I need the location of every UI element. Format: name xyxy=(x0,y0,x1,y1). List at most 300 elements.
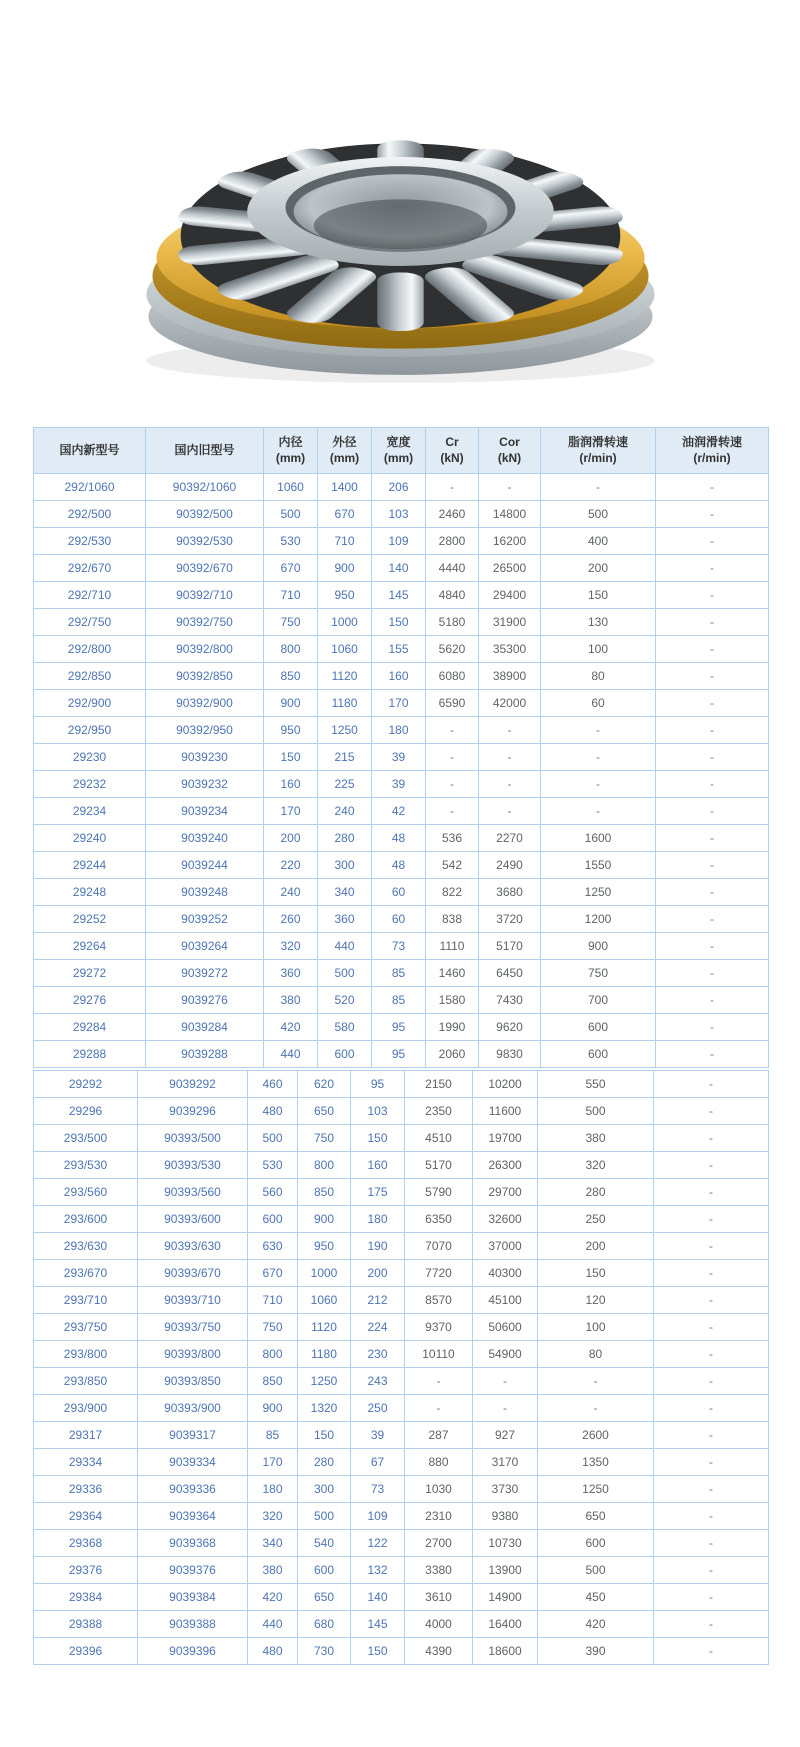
cell-grease-speed: 420 xyxy=(538,1611,654,1638)
cell-grease-speed: - xyxy=(541,717,656,744)
cell-width-mm: 150 xyxy=(351,1638,405,1665)
cell-cor-kn: 10200 xyxy=(473,1071,538,1098)
cell-width-mm: 190 xyxy=(351,1233,405,1260)
cell-outer-diameter-mm: 225 xyxy=(318,771,372,798)
table-row xyxy=(34,1449,769,1476)
cell-model-old: 90393/850 xyxy=(138,1368,248,1395)
cell-width-mm: 180 xyxy=(351,1206,405,1233)
col-header-width: 宽度 (mm) xyxy=(372,428,426,474)
cell-bore-mm: 240 xyxy=(264,879,318,906)
cell-bore-mm: 750 xyxy=(264,609,318,636)
cell-model-old: 9039272 xyxy=(146,960,264,987)
cell-outer-diameter-mm: 750 xyxy=(298,1125,351,1152)
table-row xyxy=(34,1638,769,1665)
cell-grease-speed: 1250 xyxy=(538,1476,654,1503)
cell-cor-kn: 3720 xyxy=(479,906,541,933)
cell-cr-kn: 5620 xyxy=(426,636,479,663)
cell-oil-speed: - xyxy=(654,1449,769,1476)
cell-grease-speed: - xyxy=(541,744,656,771)
cell-bore-mm: 800 xyxy=(264,636,318,663)
cell-width-mm: 39 xyxy=(372,744,426,771)
product-photo-section xyxy=(0,0,800,427)
cell-grease-speed: 1200 xyxy=(541,906,656,933)
cell-grease-speed: 600 xyxy=(541,1041,656,1068)
cell-bore-mm: 1060 xyxy=(264,474,318,501)
cell-model-new: 29232 xyxy=(34,771,146,798)
cell-oil-speed: - xyxy=(654,1341,769,1368)
cell-oil-speed: - xyxy=(654,1152,769,1179)
cell-outer-diameter-mm: 150 xyxy=(298,1422,351,1449)
cell-model-new: 292/1060 xyxy=(34,474,146,501)
cell-model-old: 9039234 xyxy=(146,798,264,825)
cell-model-old: 90392/670 xyxy=(146,555,264,582)
table-row xyxy=(34,906,769,933)
cell-width-mm: 85 xyxy=(372,987,426,1014)
header-row xyxy=(34,428,769,474)
cell-model-new: 29396 xyxy=(34,1638,138,1665)
cell-outer-diameter-mm: 1060 xyxy=(318,636,372,663)
cell-bore-mm: 220 xyxy=(264,852,318,879)
cell-outer-diameter-mm: 670 xyxy=(318,501,372,528)
cell-grease-speed: - xyxy=(541,798,656,825)
cell-bore-mm: 530 xyxy=(264,528,318,555)
cell-oil-speed: - xyxy=(656,933,769,960)
cell-outer-diameter-mm: 300 xyxy=(298,1476,351,1503)
cell-oil-speed: - xyxy=(654,1503,769,1530)
cell-cr-kn: 536 xyxy=(426,825,479,852)
cell-width-mm: 170 xyxy=(372,690,426,717)
cell-width-mm: 243 xyxy=(351,1368,405,1395)
cell-bore-mm: 170 xyxy=(248,1449,298,1476)
cell-model-new: 29317 xyxy=(34,1422,138,1449)
col-header-cor: Cor (kN) xyxy=(479,428,541,474)
cell-grease-speed: 150 xyxy=(538,1260,654,1287)
cell-grease-speed: 200 xyxy=(541,555,656,582)
cell-grease-speed: 2600 xyxy=(538,1422,654,1449)
cell-oil-speed: - xyxy=(654,1395,769,1422)
cell-cr-kn: 2060 xyxy=(426,1041,479,1068)
cell-model-new: 292/800 xyxy=(34,636,146,663)
cell-model-new: 29334 xyxy=(34,1449,138,1476)
cell-bore-mm: 850 xyxy=(264,663,318,690)
table-row xyxy=(34,1503,769,1530)
cell-bore-mm: 900 xyxy=(248,1395,298,1422)
cell-outer-diameter-mm: 300 xyxy=(318,852,372,879)
table-row xyxy=(34,879,769,906)
cell-model-old: 9039317 xyxy=(138,1422,248,1449)
cell-cr-kn: 6590 xyxy=(426,690,479,717)
cell-grease-speed: 500 xyxy=(538,1098,654,1125)
cell-bore-mm: 170 xyxy=(264,798,318,825)
cell-model-new: 29272 xyxy=(34,960,146,987)
cell-outer-diameter-mm: 1400 xyxy=(318,474,372,501)
table-row xyxy=(34,1314,769,1341)
cell-model-new: 293/530 xyxy=(34,1152,138,1179)
cell-oil-speed: - xyxy=(656,798,769,825)
cell-width-mm: 95 xyxy=(372,1041,426,1068)
table-row xyxy=(34,825,769,852)
cell-cor-kn: 32600 xyxy=(473,1206,538,1233)
cell-cr-kn: - xyxy=(426,771,479,798)
cell-model-new: 293/800 xyxy=(34,1341,138,1368)
cell-grease-speed: 150 xyxy=(541,582,656,609)
cell-cr-kn: 9370 xyxy=(405,1314,473,1341)
cell-model-old: 9039264 xyxy=(146,933,264,960)
cell-outer-diameter-mm: 600 xyxy=(318,1041,372,1068)
cell-cr-kn: 7720 xyxy=(405,1260,473,1287)
cell-model-new: 29364 xyxy=(34,1503,138,1530)
cell-cr-kn: 1030 xyxy=(405,1476,473,1503)
cell-cor-kn: 2270 xyxy=(479,825,541,852)
cell-outer-diameter-mm: 280 xyxy=(298,1449,351,1476)
cell-model-new: 292/850 xyxy=(34,663,146,690)
cell-width-mm: 67 xyxy=(351,1449,405,1476)
cell-model-old: 9039276 xyxy=(146,987,264,1014)
cell-model-old: 90392/750 xyxy=(146,609,264,636)
cell-grease-speed: 700 xyxy=(541,987,656,1014)
cell-cr-kn: 6350 xyxy=(405,1206,473,1233)
cell-model-old: 90392/1060 xyxy=(146,474,264,501)
cell-width-mm: 85 xyxy=(372,960,426,987)
cell-bore-mm: 200 xyxy=(264,825,318,852)
cell-width-mm: 180 xyxy=(372,717,426,744)
cell-bore-mm: 670 xyxy=(248,1260,298,1287)
cell-cor-kn: 38900 xyxy=(479,663,541,690)
cell-grease-speed: 80 xyxy=(541,663,656,690)
cell-oil-speed: - xyxy=(656,636,769,663)
cell-oil-speed: - xyxy=(654,1071,769,1098)
cell-width-mm: 103 xyxy=(372,501,426,528)
table-row xyxy=(34,744,769,771)
cell-grease-speed: 500 xyxy=(541,501,656,528)
cell-model-old: 9039336 xyxy=(138,1476,248,1503)
cell-oil-speed: - xyxy=(656,501,769,528)
cell-bore-mm: 320 xyxy=(264,933,318,960)
cell-model-old: 9039376 xyxy=(138,1557,248,1584)
cell-model-new: 292/750 xyxy=(34,609,146,636)
cell-model-new: 292/670 xyxy=(34,555,146,582)
cell-model-new: 293/750 xyxy=(34,1314,138,1341)
table-row xyxy=(34,1014,769,1041)
cell-width-mm: 73 xyxy=(351,1476,405,1503)
cell-model-new: 29230 xyxy=(34,744,146,771)
cell-oil-speed: - xyxy=(654,1638,769,1665)
cell-grease-speed: 600 xyxy=(541,1014,656,1041)
cell-model-old: 90393/900 xyxy=(138,1395,248,1422)
cell-width-mm: 140 xyxy=(351,1584,405,1611)
cell-oil-speed: - xyxy=(654,1260,769,1287)
cell-bore-mm: 360 xyxy=(264,960,318,987)
cell-outer-diameter-mm: 900 xyxy=(298,1206,351,1233)
cell-bore-mm: 850 xyxy=(248,1368,298,1395)
cell-oil-speed: - xyxy=(654,1314,769,1341)
table-row xyxy=(34,1395,769,1422)
cell-bore-mm: 710 xyxy=(248,1287,298,1314)
cell-outer-diameter-mm: 850 xyxy=(298,1179,351,1206)
cell-width-mm: 48 xyxy=(372,825,426,852)
cell-model-old: 90392/950 xyxy=(146,717,264,744)
cell-model-old: 9039232 xyxy=(146,771,264,798)
cell-model-old: 90393/670 xyxy=(138,1260,248,1287)
cell-bore-mm: 480 xyxy=(248,1638,298,1665)
table-row xyxy=(34,1041,769,1068)
cell-model-old: 90393/500 xyxy=(138,1125,248,1152)
cell-cor-kn: 31900 xyxy=(479,609,541,636)
cell-bore-mm: 800 xyxy=(248,1341,298,1368)
cell-cor-kn: 19700 xyxy=(473,1125,538,1152)
table-row xyxy=(34,717,769,744)
cell-cor-kn: 29400 xyxy=(479,582,541,609)
cell-cor-kn: 927 xyxy=(473,1422,538,1449)
cell-cr-kn: 5170 xyxy=(405,1152,473,1179)
cell-model-new: 29252 xyxy=(34,906,146,933)
cell-grease-speed: 650 xyxy=(538,1503,654,1530)
col-header-outer-diameter: 外径 (mm) xyxy=(318,428,372,474)
cell-oil-speed: - xyxy=(656,717,769,744)
cell-model-new: 29292 xyxy=(34,1071,138,1098)
cell-model-old: 90393/530 xyxy=(138,1152,248,1179)
cell-width-mm: 109 xyxy=(351,1503,405,1530)
cell-cr-kn: 2350 xyxy=(405,1098,473,1125)
cell-width-mm: 95 xyxy=(372,1014,426,1041)
cell-bore-mm: 85 xyxy=(248,1422,298,1449)
cell-model-old: 90392/530 xyxy=(146,528,264,555)
table-row xyxy=(34,1098,769,1125)
cell-oil-speed: - xyxy=(654,1557,769,1584)
cell-model-old: 90393/710 xyxy=(138,1287,248,1314)
table-row xyxy=(34,528,769,555)
cell-oil-speed: - xyxy=(654,1584,769,1611)
cell-oil-speed: - xyxy=(654,1179,769,1206)
cell-model-old: 9039284 xyxy=(146,1014,264,1041)
table-row xyxy=(34,933,769,960)
cell-bore-mm: 440 xyxy=(248,1611,298,1638)
table-row xyxy=(34,1422,769,1449)
cell-model-old: 9039396 xyxy=(138,1638,248,1665)
cell-width-mm: 122 xyxy=(351,1530,405,1557)
cell-model-new: 29288 xyxy=(34,1041,146,1068)
cell-cr-kn: 10110 xyxy=(405,1341,473,1368)
cell-model-new: 29244 xyxy=(34,852,146,879)
cell-cr-kn: 4440 xyxy=(426,555,479,582)
cell-width-mm: 60 xyxy=(372,906,426,933)
cell-cr-kn: 5180 xyxy=(426,609,479,636)
cell-cor-kn: - xyxy=(479,771,541,798)
cell-model-old: 9039288 xyxy=(146,1041,264,1068)
table-row xyxy=(34,1206,769,1233)
cell-width-mm: 150 xyxy=(372,609,426,636)
cell-width-mm: 109 xyxy=(372,528,426,555)
cell-model-old: 9039292 xyxy=(138,1071,248,1098)
cell-cr-kn: 8570 xyxy=(405,1287,473,1314)
cell-bore-mm: 460 xyxy=(248,1071,298,1098)
cell-model-old: 9039296 xyxy=(138,1098,248,1125)
cell-cor-kn: 14900 xyxy=(473,1584,538,1611)
cell-cr-kn: 1110 xyxy=(426,933,479,960)
cell-model-old: 9039240 xyxy=(146,825,264,852)
cell-model-new: 29264 xyxy=(34,933,146,960)
cell-cr-kn: - xyxy=(405,1368,473,1395)
cell-cor-kn: 3680 xyxy=(479,879,541,906)
cell-cor-kn: 5170 xyxy=(479,933,541,960)
cell-model-new: 29276 xyxy=(34,987,146,1014)
cell-cr-kn: 3610 xyxy=(405,1584,473,1611)
cell-outer-diameter-mm: 620 xyxy=(298,1071,351,1098)
cell-model-new: 29284 xyxy=(34,1014,146,1041)
cell-width-mm: 95 xyxy=(351,1071,405,1098)
cell-cor-kn: 11600 xyxy=(473,1098,538,1125)
cell-model-old: 90393/750 xyxy=(138,1314,248,1341)
cell-outer-diameter-mm: 650 xyxy=(298,1584,351,1611)
cell-oil-speed: - xyxy=(656,744,769,771)
table-row xyxy=(34,960,769,987)
cell-model-new: 29234 xyxy=(34,798,146,825)
cell-grease-speed: 250 xyxy=(538,1206,654,1233)
cell-model-new: 293/900 xyxy=(34,1395,138,1422)
cell-model-old: 90392/850 xyxy=(146,663,264,690)
cell-grease-speed: 1250 xyxy=(541,879,656,906)
cell-bore-mm: 750 xyxy=(248,1314,298,1341)
cell-cor-kn: 35300 xyxy=(479,636,541,663)
cell-grease-speed: 320 xyxy=(538,1152,654,1179)
table-row xyxy=(34,798,769,825)
table-row xyxy=(34,1260,769,1287)
cell-grease-speed: 600 xyxy=(538,1530,654,1557)
bearing-spec-table-lower xyxy=(33,1070,769,1665)
cell-model-new: 292/710 xyxy=(34,582,146,609)
table-row xyxy=(34,663,769,690)
cell-cr-kn: 4000 xyxy=(405,1611,473,1638)
cell-width-mm: 250 xyxy=(351,1395,405,1422)
cell-grease-speed: 120 xyxy=(538,1287,654,1314)
table-row xyxy=(34,582,769,609)
cell-oil-speed: - xyxy=(656,771,769,798)
cell-model-old: 9039248 xyxy=(146,879,264,906)
table-row xyxy=(34,1071,769,1098)
table-row xyxy=(34,1179,769,1206)
cell-bore-mm: 600 xyxy=(248,1206,298,1233)
cell-oil-speed: - xyxy=(656,987,769,1014)
table-row xyxy=(34,609,769,636)
table-row xyxy=(34,474,769,501)
cell-bore-mm: 900 xyxy=(264,690,318,717)
cell-cor-kn: - xyxy=(479,744,541,771)
cell-model-new: 293/630 xyxy=(34,1233,138,1260)
cell-model-old: 90392/710 xyxy=(146,582,264,609)
cell-outer-diameter-mm: 950 xyxy=(318,582,372,609)
cell-cr-kn: 5790 xyxy=(405,1179,473,1206)
col-header-grease-speed: 脂润滑转速 (r/min) xyxy=(541,428,656,474)
cell-bore-mm: 630 xyxy=(248,1233,298,1260)
bearing-product-image xyxy=(108,28,693,393)
cell-outer-diameter-mm: 500 xyxy=(298,1503,351,1530)
cell-width-mm: 145 xyxy=(372,582,426,609)
cell-width-mm: 230 xyxy=(351,1341,405,1368)
cell-width-mm: 160 xyxy=(351,1152,405,1179)
cell-cr-kn: - xyxy=(426,798,479,825)
bearing-spec-table-upper xyxy=(33,427,769,1068)
cell-model-old: 9039252 xyxy=(146,906,264,933)
cell-width-mm: 160 xyxy=(372,663,426,690)
cell-bore-mm: 670 xyxy=(264,555,318,582)
cell-cr-kn: 1580 xyxy=(426,987,479,1014)
table-row xyxy=(34,1125,769,1152)
cell-outer-diameter-mm: 360 xyxy=(318,906,372,933)
cell-bore-mm: 530 xyxy=(248,1152,298,1179)
cell-grease-speed: 380 xyxy=(538,1125,654,1152)
cell-grease-speed: 130 xyxy=(541,609,656,636)
cell-grease-speed: - xyxy=(541,474,656,501)
cell-oil-speed: - xyxy=(654,1368,769,1395)
cell-oil-speed: - xyxy=(656,1041,769,1068)
cell-cr-kn: 2700 xyxy=(405,1530,473,1557)
cell-oil-speed: - xyxy=(656,609,769,636)
cell-oil-speed: - xyxy=(654,1206,769,1233)
cell-model-old: 90392/800 xyxy=(146,636,264,663)
cell-grease-speed: 1350 xyxy=(538,1449,654,1476)
cell-grease-speed: - xyxy=(538,1395,654,1422)
table-row xyxy=(34,501,769,528)
cell-oil-speed: - xyxy=(656,906,769,933)
cell-grease-speed: 80 xyxy=(538,1341,654,1368)
cell-oil-speed: - xyxy=(656,474,769,501)
cell-grease-speed: 500 xyxy=(538,1557,654,1584)
table-row xyxy=(34,555,769,582)
cell-model-new: 292/500 xyxy=(34,501,146,528)
cell-model-new: 29336 xyxy=(34,1476,138,1503)
cell-cr-kn: - xyxy=(405,1395,473,1422)
cell-outer-diameter-mm: 520 xyxy=(318,987,372,1014)
cell-cr-kn: 7070 xyxy=(405,1233,473,1260)
cell-oil-speed: - xyxy=(656,582,769,609)
cell-cr-kn: - xyxy=(426,717,479,744)
cell-model-new: 29376 xyxy=(34,1557,138,1584)
col-header-oil-speed: 油润滑转速 (r/min) xyxy=(656,428,769,474)
cell-outer-diameter-mm: 240 xyxy=(318,798,372,825)
cell-model-new: 293/850 xyxy=(34,1368,138,1395)
cell-cr-kn: 287 xyxy=(405,1422,473,1449)
cell-oil-speed: - xyxy=(654,1611,769,1638)
cell-outer-diameter-mm: 580 xyxy=(318,1014,372,1041)
cell-oil-speed: - xyxy=(654,1233,769,1260)
col-header-model-old: 国内旧型号 xyxy=(146,428,264,474)
cell-cor-kn: 54900 xyxy=(473,1341,538,1368)
cell-bore-mm: 260 xyxy=(264,906,318,933)
cell-cor-kn: 9620 xyxy=(479,1014,541,1041)
cell-outer-diameter-mm: 440 xyxy=(318,933,372,960)
cell-cor-kn: 37000 xyxy=(473,1233,538,1260)
table-row xyxy=(34,1341,769,1368)
table-row xyxy=(34,1476,769,1503)
cell-cr-kn: 6080 xyxy=(426,663,479,690)
cell-cr-kn: 2460 xyxy=(426,501,479,528)
cell-cr-kn: 4510 xyxy=(405,1125,473,1152)
cell-oil-speed: - xyxy=(654,1098,769,1125)
cell-grease-speed: 280 xyxy=(538,1179,654,1206)
cell-outer-diameter-mm: 710 xyxy=(318,528,372,555)
cell-model-new: 29240 xyxy=(34,825,146,852)
cell-cor-kn: 6450 xyxy=(479,960,541,987)
cell-grease-speed: 750 xyxy=(541,960,656,987)
cell-cr-kn: 822 xyxy=(426,879,479,906)
cell-model-old: 90393/560 xyxy=(138,1179,248,1206)
cell-cor-kn: 26300 xyxy=(473,1152,538,1179)
cell-cr-kn: 838 xyxy=(426,906,479,933)
cell-cr-kn: 1460 xyxy=(426,960,479,987)
cell-grease-speed: 1550 xyxy=(541,852,656,879)
cell-outer-diameter-mm: 650 xyxy=(298,1098,351,1125)
cell-cr-kn: - xyxy=(426,474,479,501)
